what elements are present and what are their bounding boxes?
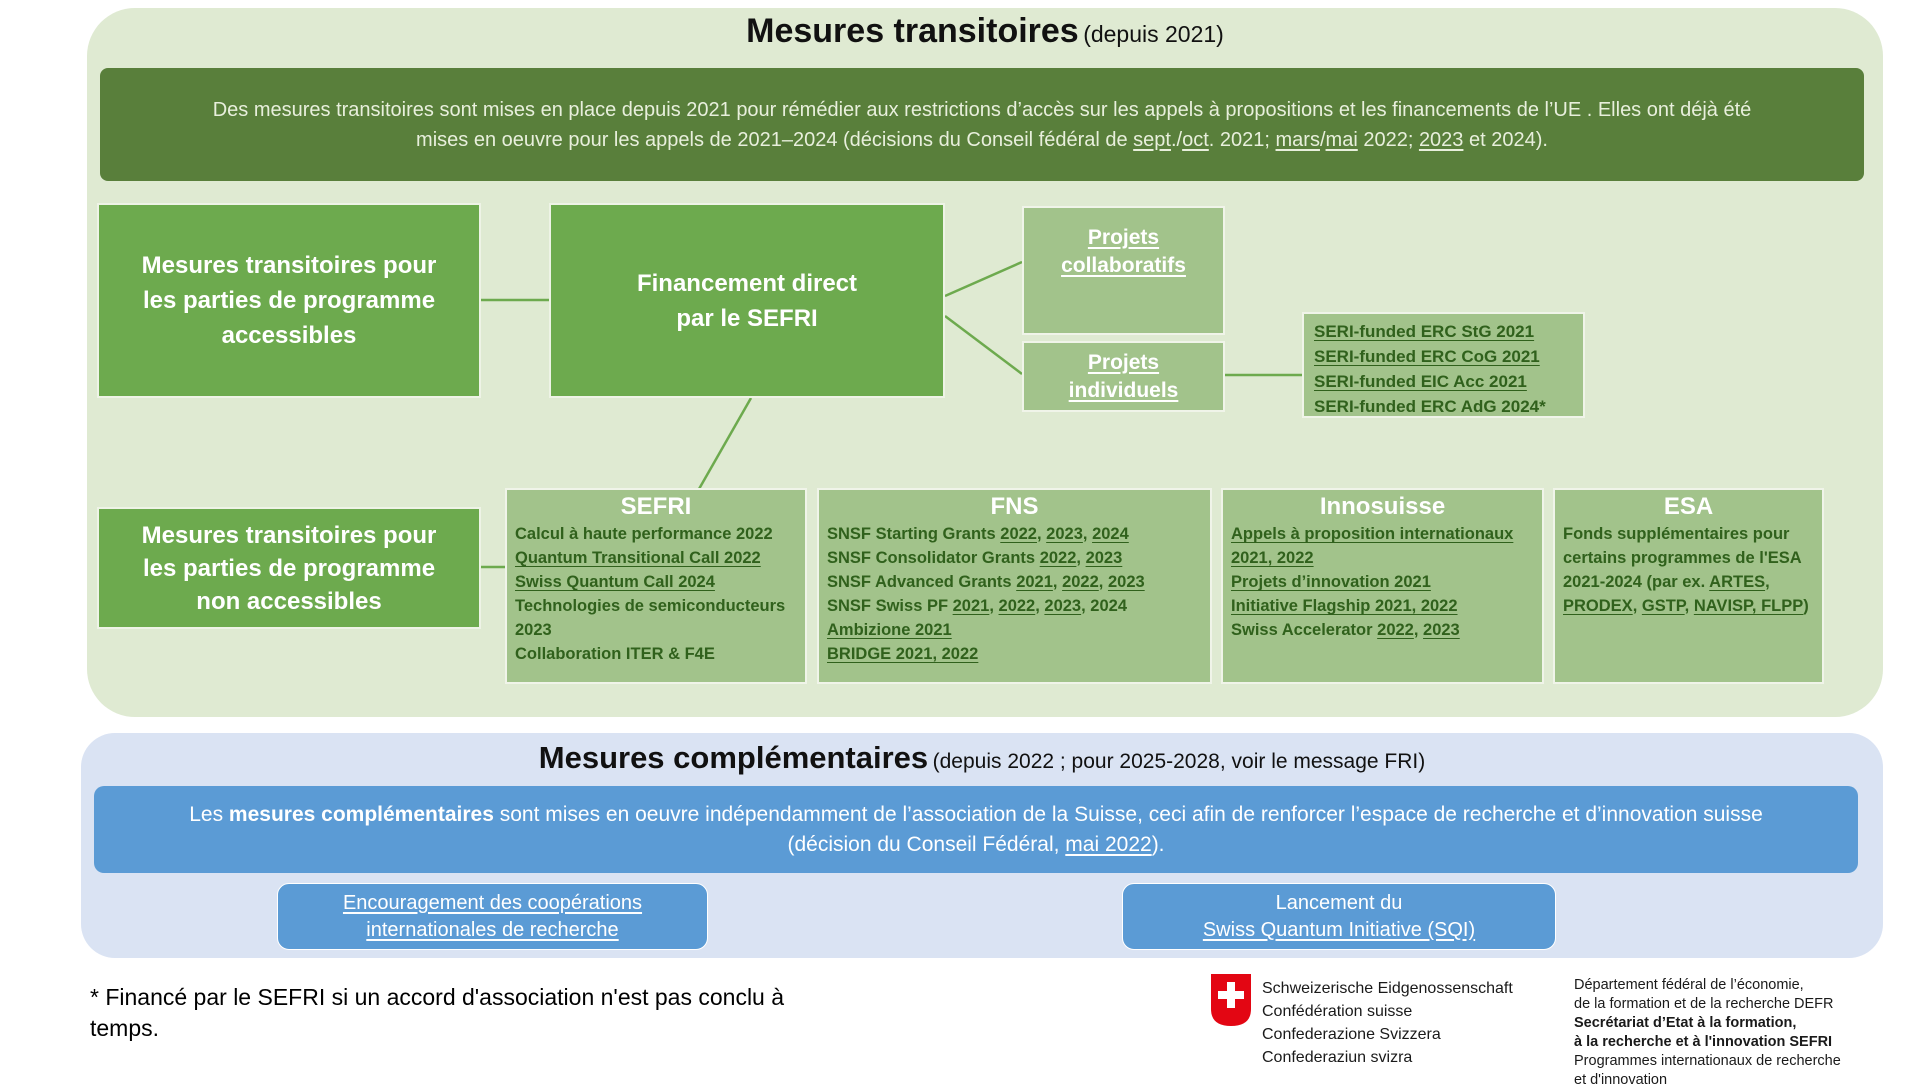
- complementary-banner-line2: (décision du Conseil Fédéral, mai 2022).: [787, 832, 1165, 856]
- box-measures-accessible-line3: accessibles: [221, 322, 357, 349]
- box-program-esa: [1553, 488, 1824, 684]
- box-program-fns: [817, 488, 1212, 684]
- sefri-item: Calcul à haute performance 2022: [515, 525, 773, 543]
- confederation-line: Confederazione Svizzera: [1262, 1026, 1441, 1043]
- department-line: et d'innovation: [1574, 1072, 1668, 1088]
- box-measures-accessible: [97, 203, 481, 398]
- program-esa-title: ESA: [1663, 493, 1714, 520]
- innosuisse-item: Projets d’innovation 2021: [1231, 573, 1431, 591]
- complementary-title: [81, 740, 1883, 784]
- transitional-title-text: Mesures transitoires: [746, 12, 1079, 50]
- box-measures-non-accessible: [97, 507, 481, 629]
- complementary-banner-line1: Les mesures complémentaires sont mises en oeuvre indépendamment de l’association de la Suisse, ceci afin de renforcer l’espace de recherche et d’innovation suisse: [189, 802, 1763, 826]
- program-esa-paragraph: Fonds supplémentaires pour certains programmes de l'ESA 2021-2024 (par ex. ARTES, PRODEX, GSTP, NAVISP, FLPP): [1563, 525, 1809, 615]
- box-measures-accessible-line2: les parties de programme: [142, 287, 436, 314]
- box-collaborative-line2: collaboratifs: [1061, 254, 1186, 277]
- box-measures-non-accessible-line3: non accessibles: [196, 587, 382, 615]
- sefri-item: Quantum Transitional Call 2022: [515, 549, 761, 567]
- footnote-line2: temps.: [90, 1015, 160, 1041]
- department-line: Programmes internationaux de recherche: [1574, 1053, 1841, 1069]
- fns-item: SNSF Starting Grants 2022, 2023, 2024: [827, 525, 1129, 543]
- sqi-line1: Lancement du: [1275, 891, 1403, 914]
- complementary-title-text: Mesures complémentaires: [538, 740, 929, 775]
- program-sefri-items: [507, 522, 805, 666]
- box-individual-projects: [1022, 341, 1225, 412]
- department-line: à la recherche et à l'innovation SEFRI: [1574, 1034, 1833, 1050]
- box-swiss-quantum-initiative: [1122, 883, 1556, 950]
- program-fns-items: [819, 522, 1210, 666]
- transitional-title: [87, 12, 1883, 58]
- cooperation-line2: internationales de recherche: [366, 918, 619, 941]
- box-international-cooperation: [277, 883, 708, 950]
- program-sefri-title: SEFRI: [620, 493, 692, 520]
- sefri-item: 2023: [515, 621, 552, 639]
- confederation-line: Confederaziun svizra: [1262, 1049, 1413, 1066]
- box-seri-funded: [1302, 312, 1585, 418]
- box-measures-non-accessible-line2: les parties de programme: [142, 554, 436, 582]
- confederation-line: Confédération suisse: [1262, 1003, 1413, 1020]
- box-individual-line2: individuels: [1068, 378, 1179, 402]
- transitional-banner: [100, 68, 1864, 181]
- cooperation-line1: Encouragement des coopérations: [342, 891, 643, 914]
- innosuisse-item: Initiative Flagship 2021, 2022: [1231, 597, 1458, 615]
- fns-item: SNSF Swiss PF 2021, 2022, 2023, 2024: [827, 597, 1127, 615]
- box-direct-financing: [549, 203, 945, 398]
- confederation-line: Schweizerische Eidgenossenschaft: [1262, 980, 1513, 997]
- sqi-line2: Swiss Quantum Initiative (SQI): [1202, 918, 1476, 941]
- department-text: [1574, 976, 1874, 1090]
- seri-funded-line2: SERI-funded ERC CoG 2021: [1314, 347, 1540, 366]
- sefri-item: Collaboration ITER & F4E: [515, 645, 715, 663]
- footnote-line1: * Financé par le SEFRI si un accord d'association n'est pas conclu à: [90, 984, 785, 1010]
- box-program-innosuisse: [1221, 488, 1544, 684]
- transitional-banner-line2: mises en oeuvre pour les appels de 2021–2024 (décisions du Conseil fédéral de sept./oct. 2021; mars/mai 2022; 2023 et 2024).: [416, 128, 1548, 151]
- transitional-title-suffix: (depuis 2021): [1083, 21, 1224, 47]
- box-collaborative-line1: Projets: [1087, 226, 1160, 249]
- department-line: de la formation et de la recherche DEFR: [1574, 996, 1834, 1012]
- innosuisse-item: Appels à proposition internationaux: [1231, 525, 1514, 543]
- sefri-item: Technologies de semiconducteurs: [515, 597, 786, 615]
- box-collaborative-projects: [1022, 206, 1225, 335]
- footnote: [90, 982, 910, 1044]
- department-line: Secrétariat d’Etat à la formation,: [1574, 1015, 1797, 1031]
- box-measures-non-accessible-line1: Mesures transitoires pour: [141, 521, 437, 549]
- sefri-item: Swiss Quantum Call 2024: [515, 573, 715, 591]
- box-measures-accessible-line1: Mesures transitoires pour: [141, 252, 437, 279]
- box-direct-financing-line2: par le SEFRI: [676, 304, 818, 332]
- seri-funded-line3: SERI-funded EIC Acc 2021: [1314, 372, 1527, 391]
- innosuisse-item: 2021, 2022: [1231, 549, 1314, 567]
- box-direct-financing-line1: Financement direct: [636, 269, 858, 297]
- fns-item: Ambizione 2021: [827, 621, 952, 639]
- confederation-text: [1262, 977, 1562, 1069]
- complementary-title-suffix: (depuis 2022 ; pour 2025-2028, voir le message FRI): [932, 750, 1426, 773]
- department-line: Département fédéral de l’économie,: [1574, 977, 1804, 993]
- program-innosuisse-title: Innosuisse: [1319, 493, 1446, 520]
- program-fns-title: FNS: [990, 493, 1039, 520]
- program-innosuisse-items: [1223, 522, 1542, 642]
- swiss-shield-icon: [1210, 973, 1258, 1033]
- seri-funded-line4: SERI-funded ERC AdG 2024*: [1314, 397, 1546, 416]
- innosuisse-item: Swiss Accelerator 2022, 2023: [1231, 621, 1460, 639]
- fns-item: SNSF Advanced Grants 2021, 2022, 2023: [827, 573, 1145, 591]
- transitional-banner-line1: Des mesures transitoires sont mises en place depuis 2021 pour rémédier aux restrictions d’accès sur les appels à propositions et les financements de l’UE . Elles ont déjà été: [212, 98, 1752, 121]
- fns-item: BRIDGE 2021, 2022: [827, 645, 979, 663]
- seri-funded-line1: SERI-funded ERC StG 2021: [1314, 322, 1535, 341]
- box-program-sefri: [505, 488, 807, 684]
- fns-item: SNSF Consolidator Grants 2022, 2023: [827, 549, 1123, 567]
- complementary-banner: [94, 786, 1858, 873]
- box-individual-line1: Projets: [1087, 350, 1160, 374]
